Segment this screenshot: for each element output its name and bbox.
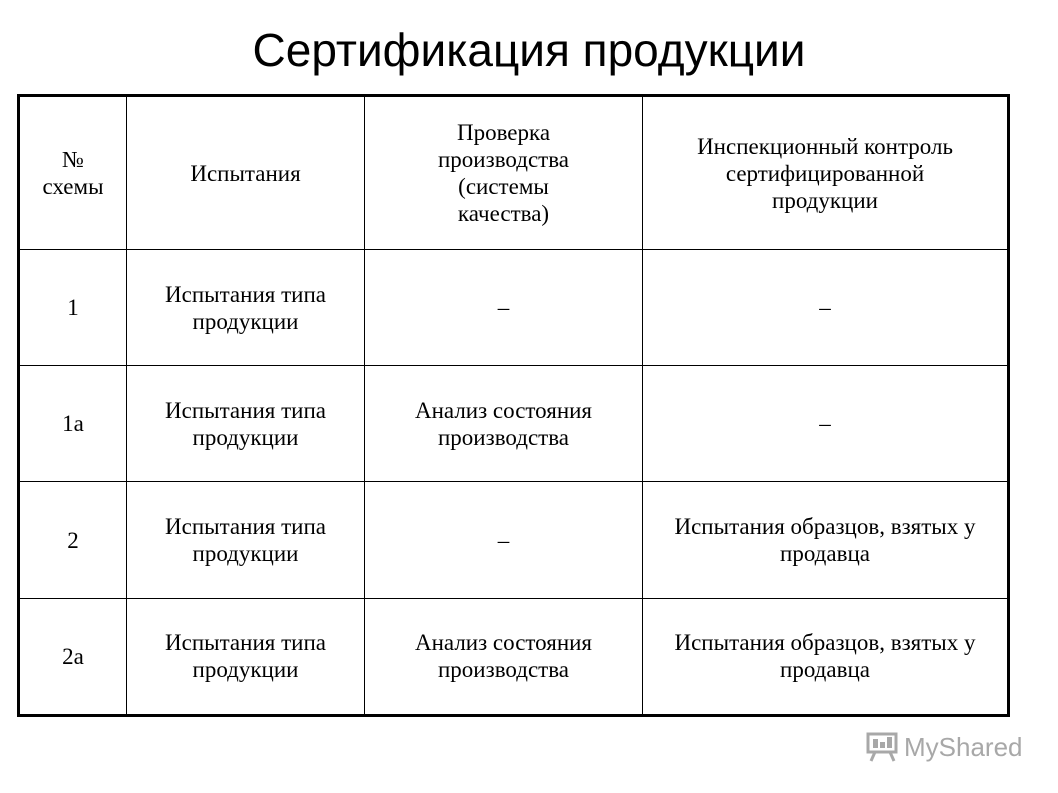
cell-tests: Испытания типа продукции <box>127 482 365 598</box>
table-row <box>19 598 1009 715</box>
header-production-check: Проверка производства (системы качества) <box>365 96 643 250</box>
header-tests: Испытания <box>127 96 365 250</box>
cell-production-check: Анализ состояния производства <box>365 366 643 482</box>
table-row <box>19 250 1009 366</box>
cell-inspection-control: Испытания образцов, взятых у продавца <box>643 598 1009 715</box>
cell-tests: Испытания типа продукции <box>127 366 365 482</box>
table-row <box>19 482 1009 598</box>
table-header-row <box>19 96 1009 250</box>
header-scheme-number: № схемы <box>19 96 127 250</box>
cell-scheme-number: 1 <box>19 250 127 366</box>
cell-production-check: – <box>365 250 643 366</box>
cell-inspection-control: – <box>643 366 1009 482</box>
page-title: Сертификация продукции <box>252 24 806 76</box>
watermark-text: MyShared <box>904 731 1023 762</box>
cell-tests: Испытания типа продукции <box>127 598 365 715</box>
cell-production-check: Анализ состояния производства <box>365 598 643 715</box>
cell-inspection-control: – <box>643 250 1009 366</box>
table-row <box>19 366 1009 482</box>
presentation-board-icon <box>866 732 900 762</box>
cell-scheme-number: 2а <box>19 598 127 715</box>
cell-production-check: – <box>365 482 643 598</box>
cell-tests: Испытания типа продукции <box>127 250 365 366</box>
cell-scheme-number: 2 <box>19 482 127 598</box>
cell-scheme-number: 1а <box>19 366 127 482</box>
watermark <box>866 730 1023 764</box>
cell-inspection-control: Испытания образцов, взятых у продавца <box>643 482 1009 598</box>
certification-schemes-table <box>17 94 1010 717</box>
header-inspection-control: Инспекционный контроль сертифицированной продукции <box>643 96 1009 250</box>
